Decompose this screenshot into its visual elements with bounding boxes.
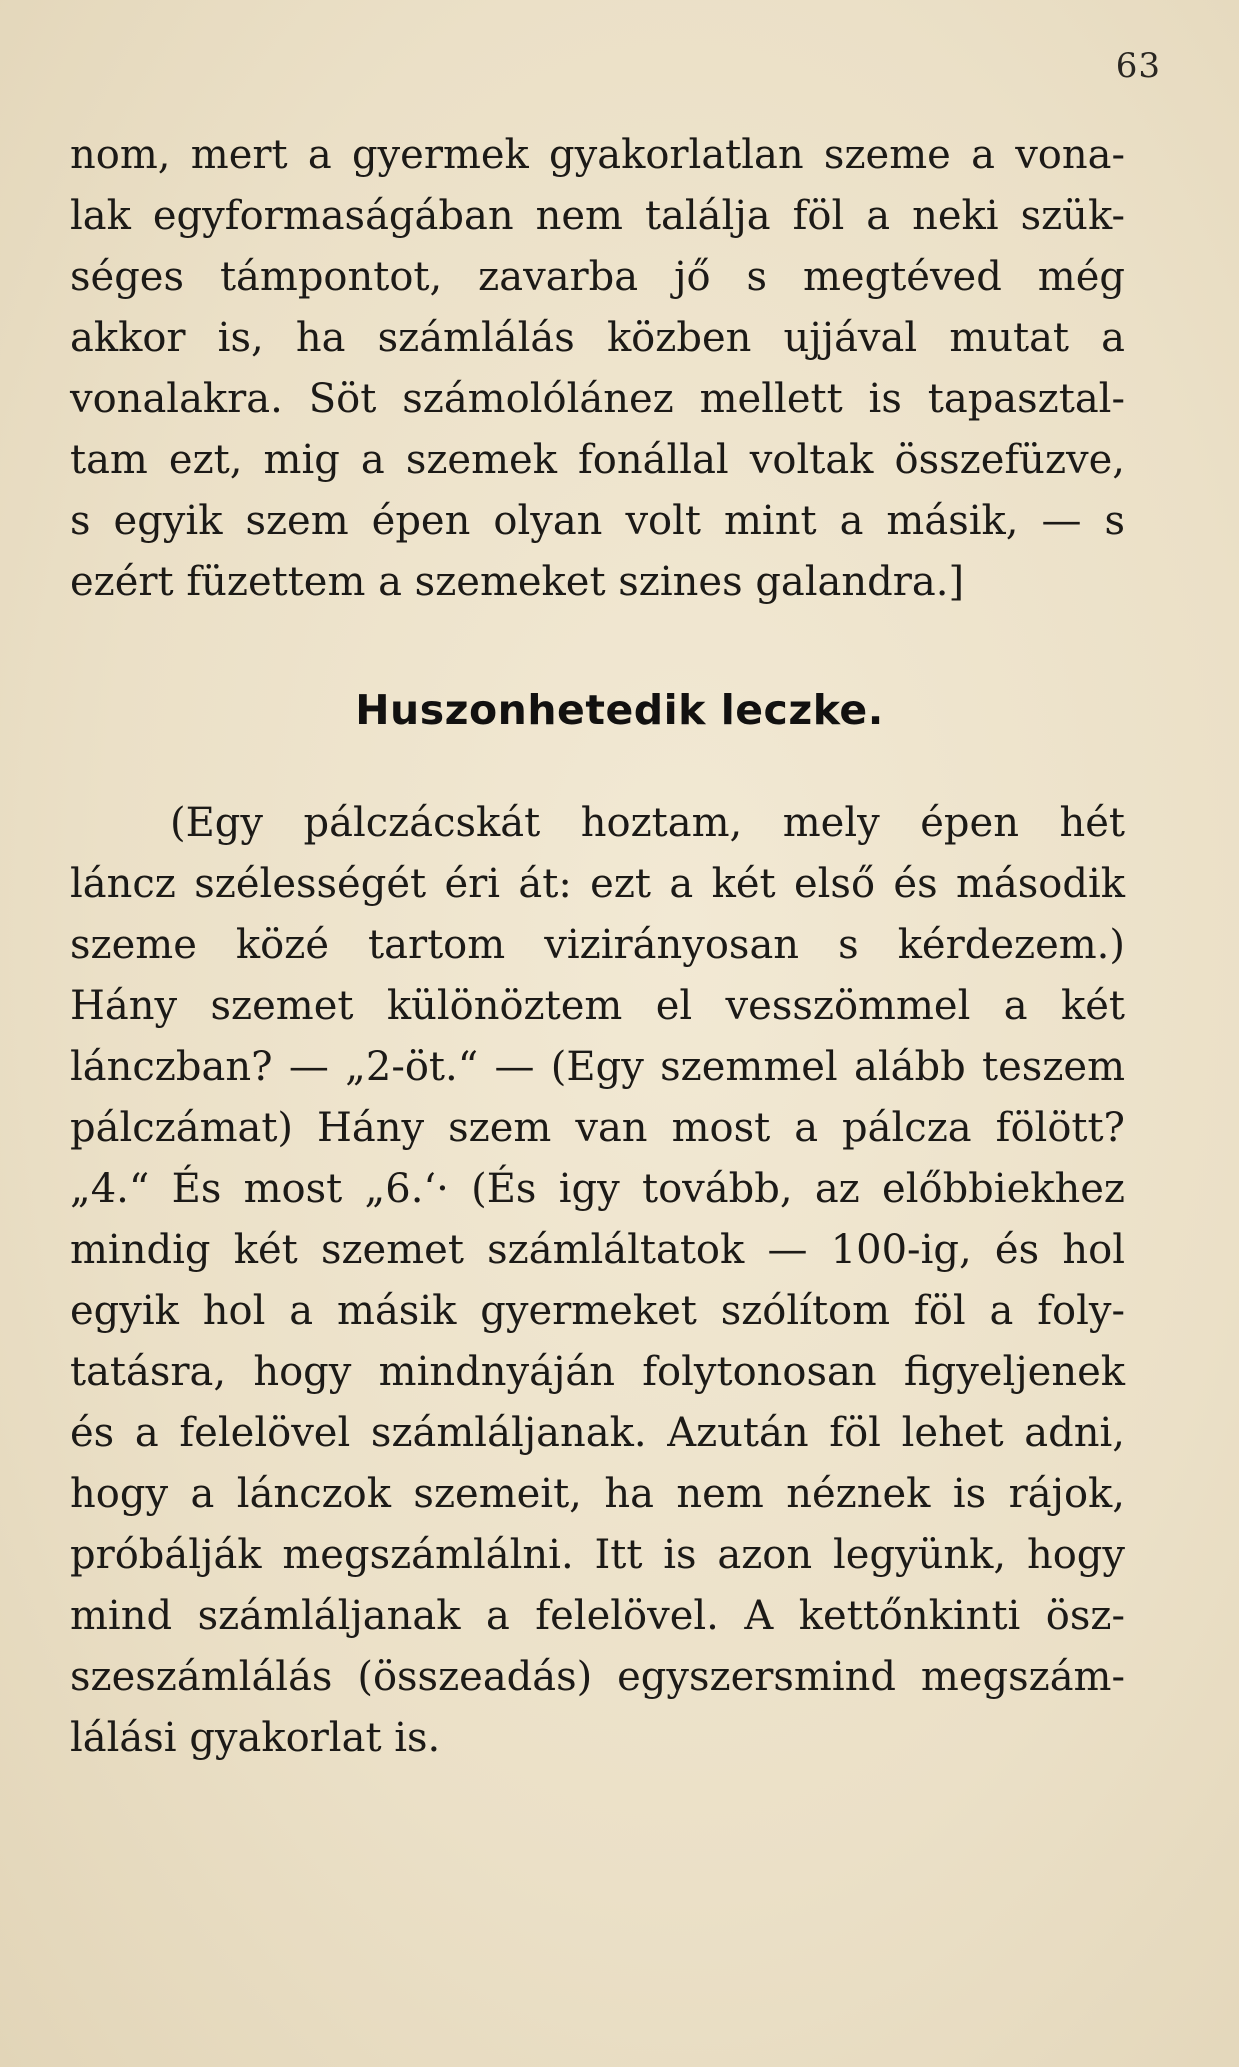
text-line: lálási gyakorlat is. <box>70 1715 441 1761</box>
text-line: láncz szélességét éri át: ezt a két első és második <box>70 861 1125 907</box>
text-line: Hány szemet különöztem el vesszömmel a két <box>70 983 1125 1029</box>
text-line: ezért füzettem a szemeket szines galandra.] <box>70 559 965 605</box>
text-line: nom, mert a gyermek gyakorlatlan szeme a vona- <box>70 132 1125 178</box>
text-line: próbálják megszámlálni. Itt is azon legyünk, hogy <box>70 1532 1125 1578</box>
text-line: mindig két szemet számláltatok — 100-ig, és hol <box>70 1227 1125 1273</box>
text-line: lánczban? — „2-öt.“ — (Egy szemmel alább teszem <box>70 1044 1125 1090</box>
text-line: „4.“ És most „6.‘· (És igy tovább, az előbbiekhez <box>70 1166 1125 1212</box>
text-line: tam ezt, mig a szemek fonállal voltak összefüzve, <box>70 437 1125 483</box>
text-line: szeme közé tartom vizirányosan s kérdezem.) <box>70 922 1125 968</box>
text-line: egyik hol a másik gyermeket szólítom föl a foly- <box>70 1288 1125 1334</box>
text-line: tatásra, hogy mindnyáján folytonosan figyeljenek <box>70 1349 1125 1395</box>
text-line: lak egyformaságában nem találja föl a neki szük- <box>70 193 1125 239</box>
text-line: akkor is, ha számlálás közben ujjával mutat a <box>70 315 1125 361</box>
continued-paragraph <box>70 125 1125 613</box>
text-line: mind számláljanak a felelövel. A kettőnkinti ösz- <box>70 1593 1125 1639</box>
page-number: 63 <box>1115 46 1161 86</box>
text-line: és a felelövel számláljanak. Azután föl lehet adni, <box>70 1410 1125 1456</box>
text-line: séges támpontot, zavarba jő s megtéved még <box>70 254 1125 300</box>
text-line: szeszámlálás (összeadás) egyszersmind megszám- <box>70 1654 1125 1700</box>
text-line: hogy a lánczok szemeit, ha nem néznek is rájok, <box>70 1471 1125 1517</box>
lesson-paragraph <box>70 793 1125 1769</box>
text-line: s egyik szem épen olyan volt mint a másik, — s <box>70 498 1125 544</box>
text-line: pálczámat) Hány szem van most a pálcza fölött? <box>70 1105 1125 1151</box>
lesson-heading: Huszonhetedik leczke. <box>355 686 884 734</box>
text-line: vonalakra. Söt számolólánez mellett is tapasztal- <box>70 376 1125 422</box>
text-line: (Egy pálczácskát hoztam, mely épen hét <box>170 800 1125 846</box>
